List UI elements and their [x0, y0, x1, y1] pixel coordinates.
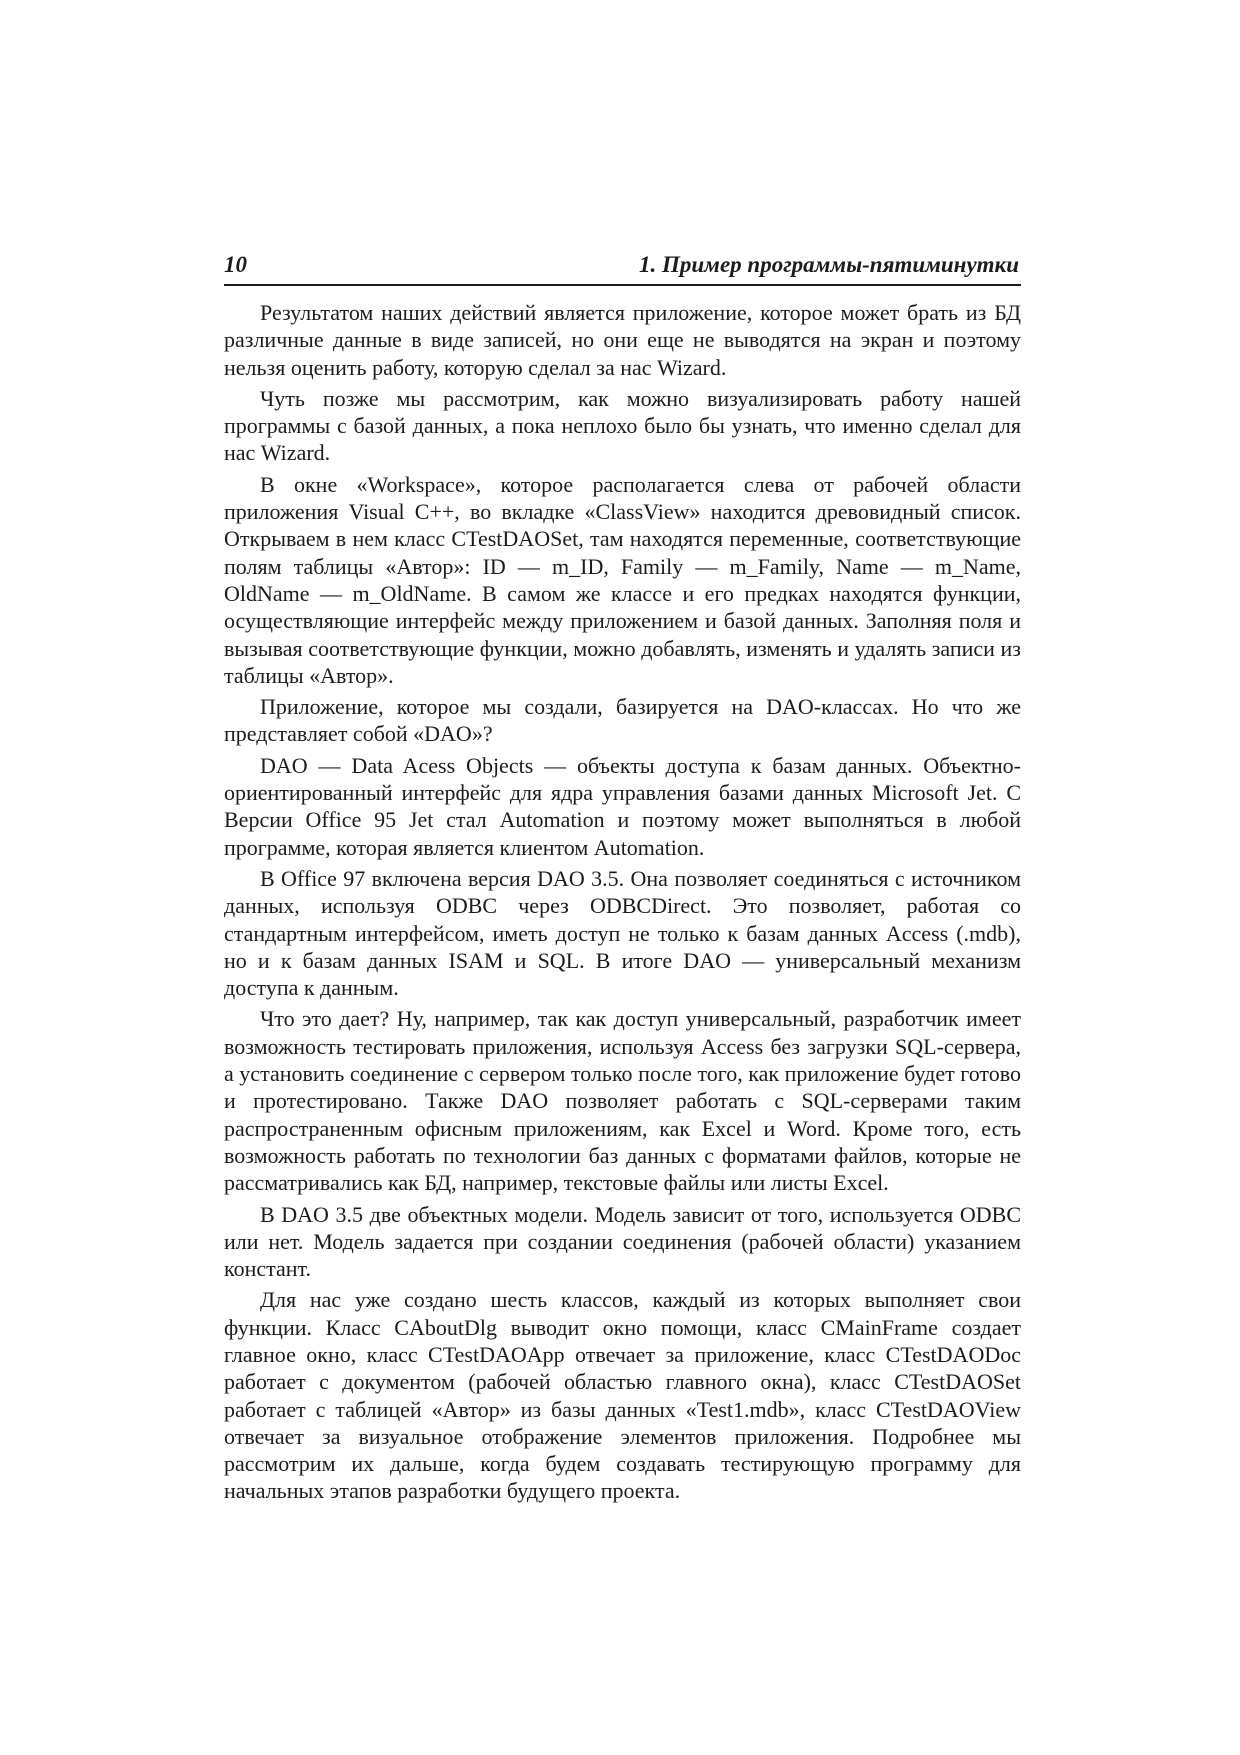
paragraph-5: DAO — Data Acess Objects — объекты доступа к базам данных. Объектно-ориентированный интерфейс для ядра управления базами данных Microsoft Jet. С Версии Office 95 Jet стал Automation и поэтому может выполняться в любой программе, которая является клиентом Automation.: [224, 752, 1021, 860]
paragraph-2: Чуть позже мы рассмотрим, как можно визуализировать работу нашей программы с базой данных, а пока неплохо было бы узнать, что именно сделал для нас Wizard.: [224, 385, 1021, 466]
page-number: 10: [224, 252, 247, 277]
paragraph-3: В окне «Workspace», которое располагается слева от рабочей области приложения Visual C++, во вкладке «ClassView» находится древовидный список. Открываем в нем класс CTestDAOSet, там находятся переменные, соответствующие полям таблицы «Автор»: ID — m_ID, Family — m_Family, Name — m_Name, OldName — m_OldName. В самом же классе и его предках находятся функции, осуществляющие интерфейс между приложением и базой данных. Заполняя поля и вызывая соответствующие функции, можно добавлять, изменять и удалять записи из таблицы «Автор».: [224, 471, 1021, 688]
running-head: [224, 250, 1021, 286]
paragraph-4: Приложение, которое мы создали, базируется на DAO-классах. Но что же представляет собой «DAO»?: [224, 694, 1021, 747]
chapter-title: 1. Пример программы-пятиминутки: [639, 252, 1019, 277]
paragraph-8: В DAO 3.5 две объектных модели. Модель зависит от того, используется ODBC или нет. Модель задается при создании соединения (рабочей области) указанием констант.: [224, 1201, 1021, 1282]
paragraph-6: В Office 97 включена версия DAO 3.5. Она позволяет соединяться с источником данных, используя ODBC через ODBCDirect. Это позволяет, работая со стандартным интерфейсом, иметь доступ не только к базам данных Access (.mdb), но и к базам данных ISAM и SQL. В итоге DAO — универсальный механизм доступа к данным.: [224, 865, 1021, 1001]
paragraph-1: Результатом наших действий является приложение, которое может брать из БД различные данные в виде записей, но они еще не выводятся на экран и поэтому нельзя оценить работу, которую сделал за нас Wizard.: [224, 300, 1021, 380]
paragraph-7: Что это дает? Ну, например, так как доступ универсальный, разработчик имеет возможность тестировать приложения, используя Access без загрузки SQL-сервера, а установить соединение с сервером только после того, как приложение будет готово и протестировано. Также DAO позволяет работать с SQL-серверами таким распространенным офисным приложениям, как Excel и Word. Кроме того, есть возможность работать по технологии баз данных с форматами файлов, которые не рассматривались как БД, например, текстовые файлы или листы Excel.: [224, 1006, 1021, 1196]
body-text: [224, 299, 1021, 1509]
paragraph-9: Для нас уже создано шесть классов, каждый из которых выполняет свои функции. Класс CAboutDlg выводит окно помощи, класс CMainFrame создает главное окно, класс CTestDAOApp отвечает за приложение, класс CTestDAODoc работает с документом (рабочей областью главного окна), класс CTestDAOSet работает с таблицей «Автор» из базы данных «Test1.mdb», класс CTestDAOView отвечает за визуальное отображение элементов приложения. Подробнее мы рассмотрим их дальше, когда будем создавать тестирующую программу для начальных этапов разработки будущего проекта.: [224, 1287, 1021, 1504]
